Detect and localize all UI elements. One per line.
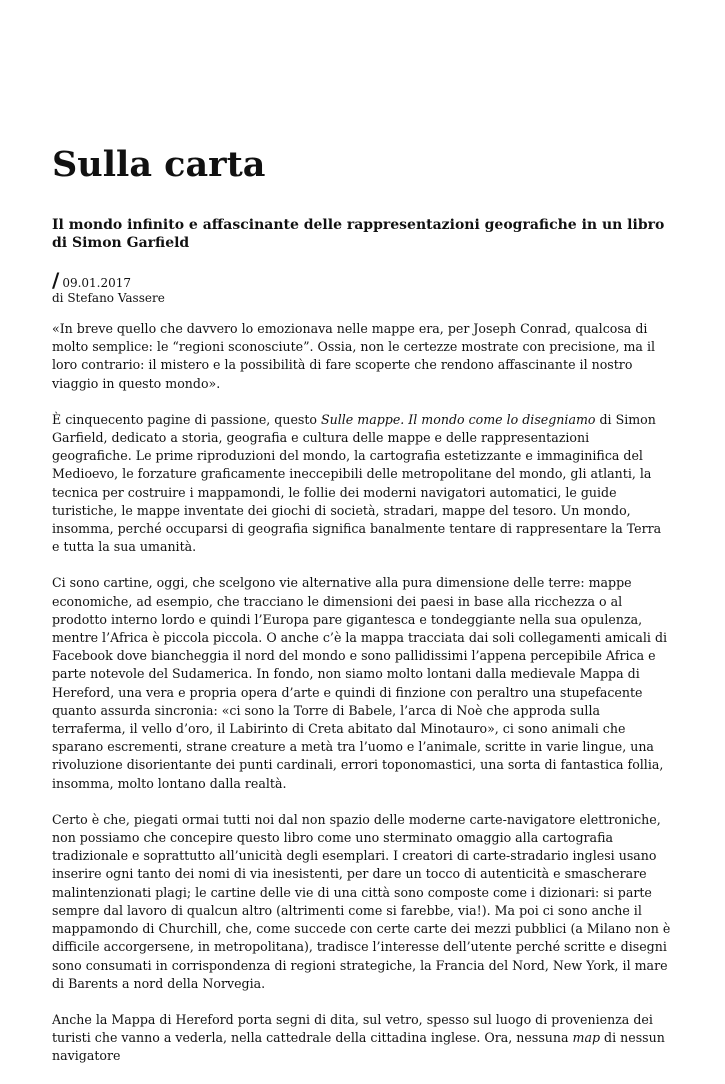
map-word: map bbox=[572, 1030, 601, 1046]
slash-mark: / bbox=[52, 268, 60, 292]
author-byline: di Stefano Vassere bbox=[52, 291, 165, 305]
date-line bbox=[52, 270, 165, 291]
article-meta bbox=[52, 270, 165, 306]
paragraph-5-text-c: di nessun navigatore bbox=[52, 1030, 665, 1064]
paragraph-3: Ci sono cartine, oggi, che scelgono vie alternative alla pura dimensione delle terre: mappe economiche, ad esempio, che tracciano le dimensioni dei paesi in base alla ricchezza o al prodotto interno lordo e quindi l’Europa pare gigantesca e tondeggiante nella sua opulenza, mentre l’Africa è piccola piccola. O anche c’è la mappa tracciata dai soli collegamenti amicali di Facebook dove biancheggia il nord del mondo e sono pallidissimi l’appena percepibile Africa e parte notevole del Sudamerica. In fondo, non siamo molto lontani dalla medievale Mappa di Hereford, una vera e propria opera d’arte e quindi di finzione con peraltro una stupefacente quanto assurda sincronia: «ci sono la Torre di Babele, l’arca di Noè che approda sulla terraferma, il vello d’oro, il Labirinto di Creta abitato dal Minotauro», ci sono animali che sparano escrementi, strane creature a metà tra l’uomo e l’animale, scritte in varie lingue, una rivoluzione disorientante dei punti cardinali, errori toponomastici, una sorta di fantastica follia, insomma, molto lontano dalla realtà. bbox=[52, 575, 668, 791]
paragraph-5-text-a: Anche la Mappa di Hereford porta segni di dita, sul vetro, spesso sul luogo di provenienza dei turisti che vanno a vederla, nella cattedrale della cittadina inglese. Ora, nessuna bbox=[52, 1011, 653, 1046]
paragraph-2-text-a: È cinquecento pagine di passione, questo bbox=[52, 411, 322, 427]
paragraph-4: Certo è che, piegati ormai tutti noi dal non spazio delle moderne carte-navigatore elettroniche, non possiamo che concepire questo libro come uno sterminato omaggio alla cartografia tradizionale e soprattutto all’unicità degli esemplari. I creatori di carte-stradario inglesi usano inserire ogni tanto dei nomi di via inesistenti, per dare un tocco di autenticità e smascherare malintenzionati plagi; le cartine delle vie di una città sono composte come i dizionari: si parte sempre dal lavoro di qualcun altro (altrimenti come si farebbe, via!). Ma poi ci sono anche il mappamondo di Churchill, che, come succede con certe carte dei mezzi pubblici (a Milano non è difficile accorgersene, in metropolitana), tradisce l’interesse dell’utente perché scritte e disegni sono consumati in corrispondenza di regioni strategiche, la Francia del Nord, New York, il mare di Barents a nord della Norvegia. bbox=[52, 811, 671, 991]
paragraph-2 bbox=[52, 411, 672, 557]
article-body bbox=[52, 320, 672, 1084]
article-title: Sulla carta bbox=[52, 144, 266, 185]
publication-date: 09.01.2017 bbox=[62, 276, 132, 290]
book-title: Sulle mappe. Il mondo come lo disegniamo bbox=[321, 411, 596, 427]
article-subtitle: Il mondo infinito e affascinante delle rappresentazioni geografiche in un libro di Simon Garfield bbox=[52, 217, 665, 251]
paragraph-5 bbox=[52, 1011, 672, 1066]
paragraph-1: «In breve quello che davvero lo emozionava nelle mappe era, per Joseph Conrad, qualcosa di molto semplice: le “regioni sconosciute”. Ossia, non le certezze mostrate con precisione, ma il loro contrario: il mistero e la possibilità di fare scoperte che rendono affascinante il nostro viaggio in questo mondo». bbox=[52, 321, 655, 391]
paragraph-2-text-c: di Simon Garfield, dedicato a storia, geografia e cultura delle mappe e delle rappresentazioni geografiche. Le prime riproduzioni del mondo, la cartografia estetizzante e immaginifica del Medioevo, le forzature graficamente ineccepibili delle metropolitane del mondo, gli atlanti, la tecnica per costruire i mappamondi, le follie dei moderni navigatori automatici, le guide turistiche, le mappe inventate dei giochi di società, stradari, mappe del tesoro. Un mondo, insomma, perché occuparsi di geografia significa banalmente tentare di rappresentare la Terra e tutta la sua umanità. bbox=[52, 411, 662, 555]
